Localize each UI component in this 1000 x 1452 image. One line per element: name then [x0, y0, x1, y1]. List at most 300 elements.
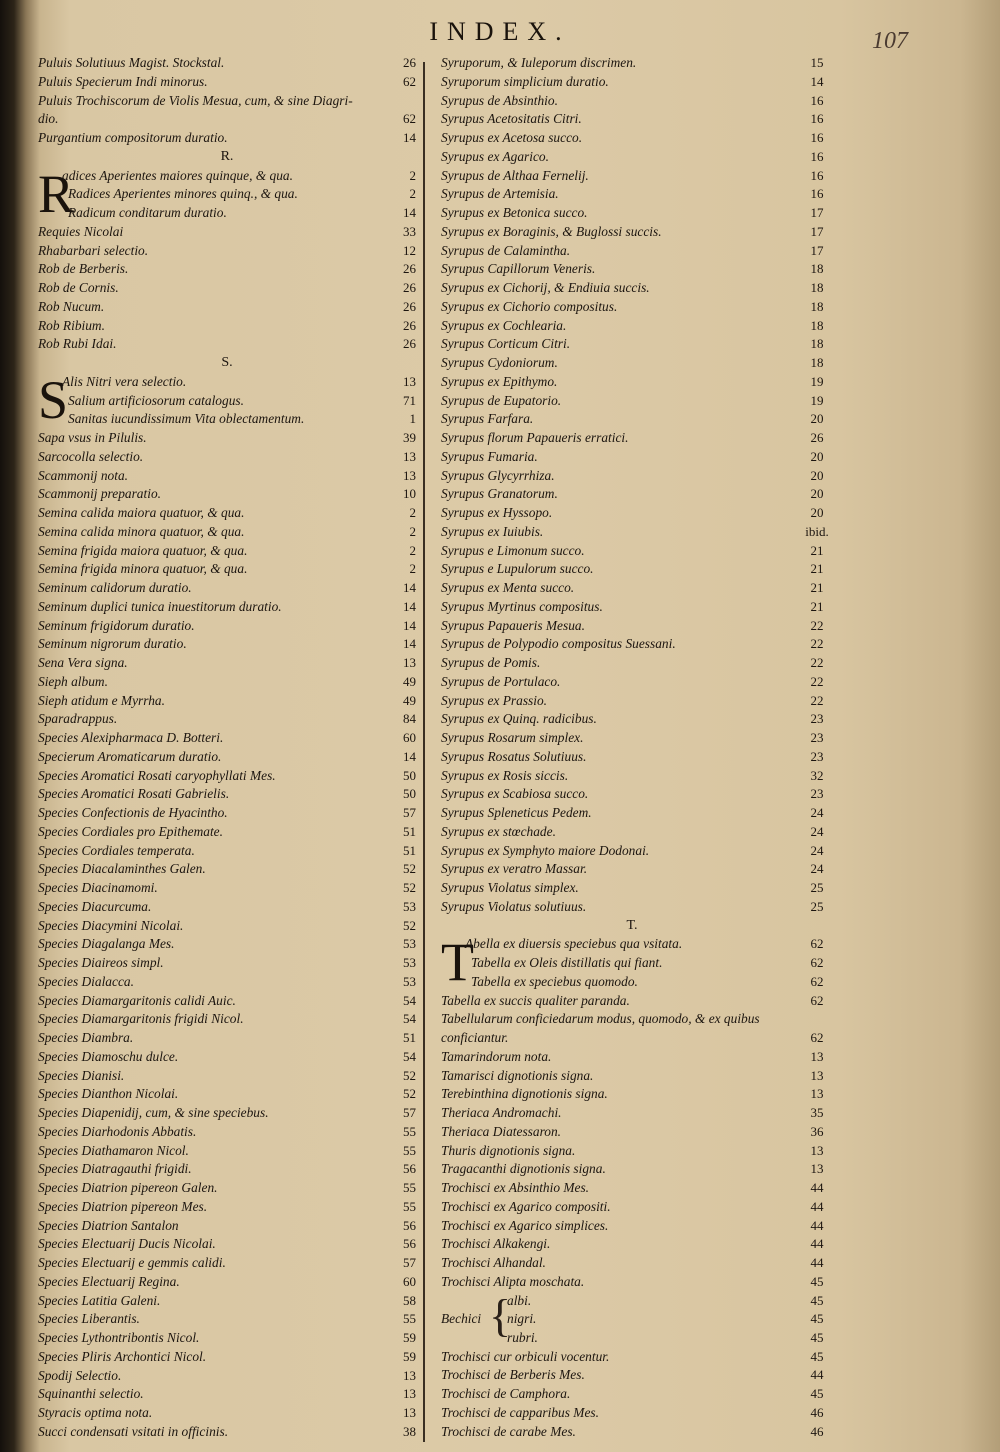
entry-text: Squinanthi selectio. [38, 1386, 144, 1402]
entry-text: Salium artificiosorum catalogus. [68, 392, 244, 408]
entry-page: 55 [403, 1311, 416, 1327]
index-entry [38, 1160, 416, 1179]
letter-heading [38, 148, 416, 167]
entry-text: Syrupus ex Cochlearia. [441, 317, 567, 333]
index-entry [441, 373, 823, 392]
entry-page: 10 [403, 486, 416, 502]
index-entry [38, 504, 416, 523]
entry-text: Trochisci ex Agarico simplices. [441, 1217, 609, 1233]
entry-text: Species Diambra. [38, 1030, 134, 1045]
entry-page: 22 [810, 655, 824, 670]
entry-text: Terebinthina dignotionis signa. [441, 1086, 608, 1102]
entry-page: 53 [403, 898, 416, 914]
entry-page: 23 [810, 786, 824, 802]
entry-page: 45 [810, 1330, 824, 1345]
entry-page: 26 [403, 280, 416, 295]
entry-page: 13 [403, 373, 416, 389]
entry-text: Syrupus ex Hyssopo. [441, 505, 553, 520]
letter-heading [38, 354, 416, 373]
entry-page: 23 [810, 730, 824, 745]
entry-text: Species Aromatici Rosati Gabrielis. [38, 786, 230, 802]
letter-heading [441, 917, 823, 936]
index-entry [441, 92, 823, 111]
entry-text: Radicum conditarum duratio. [68, 205, 227, 220]
index-entry [441, 935, 823, 954]
entry-page: 35 [810, 1105, 824, 1120]
entry-text: Trochisci Alkakengi. [441, 1236, 551, 1252]
entry-page: 23 [810, 748, 824, 764]
index-entry [441, 410, 823, 429]
entry-text: Syrupus Myrtinus compositus. [441, 598, 603, 614]
entry-text: Purgantium compositorum duratio. [38, 130, 228, 145]
entry-text: Species Diagalanga Mes. [38, 936, 175, 952]
entry-page: 17 [810, 242, 824, 258]
index-entry [38, 223, 416, 242]
index-entry [38, 1404, 416, 1423]
dropcap-block [441, 932, 824, 993]
index-entry [38, 842, 416, 861]
entry-page: 56 [403, 1161, 416, 1177]
entry-page: 13 [403, 1386, 416, 1402]
entry-page: 62 [810, 992, 824, 1008]
entry-page: 50 [403, 786, 416, 802]
index-entry [38, 635, 416, 654]
entry-text: Trochisci Alipta moschata. [441, 1273, 585, 1289]
entry-text: Species Cordiales pro Epithemate. [38, 823, 223, 839]
index-entry [38, 1273, 416, 1292]
entry-page: 44 [810, 1180, 824, 1195]
entry-text: Scammonij nota. [38, 467, 129, 483]
index-entry [441, 692, 823, 711]
index-entry [38, 1085, 416, 1104]
entry-page: 16 [810, 186, 824, 202]
index-entry [38, 260, 416, 279]
entry-text: Succi condensati vsitati in officinis. [38, 1423, 229, 1439]
entry-text: Syrupus florum Papaueris erratici. [441, 430, 629, 445]
index-entry [38, 860, 416, 879]
entry-page: 26 [403, 261, 416, 277]
entry-text: Syrupus ex Scabiosa succo. [441, 786, 589, 802]
entry-text: Sieph album. [38, 673, 108, 689]
entry-page: 59 [403, 1348, 416, 1364]
entry-page: 14 [403, 617, 416, 633]
entry-text: Species Electuarij Regina. [38, 1273, 180, 1289]
entry-text: Species Diatrion pipereon Galen. [38, 1180, 218, 1195]
index-entry [441, 279, 823, 298]
index-entry [38, 185, 416, 204]
index-entry [38, 542, 416, 561]
entry-text: Scammonij preparatio. [38, 486, 161, 502]
entry-text: Trochisci de Camphora. [441, 1386, 571, 1401]
entry-text: Syrupus ex Boraginis, & Buglossi succis. [441, 223, 662, 239]
entry-page: 45 [810, 1386, 824, 1401]
entry-page: 13 [403, 1367, 416, 1383]
entry-page: 57 [403, 805, 416, 820]
index-entry [38, 785, 416, 804]
entry-text: dio. [38, 111, 59, 127]
index-entry [441, 185, 823, 204]
entry-text: Syrupus ex Cichorij, & Endiuia succis. [441, 280, 650, 295]
entry-text: Species Alexipharmaca D. Botteri. [38, 730, 224, 745]
index-entry [441, 298, 823, 317]
entry-page: 53 [403, 973, 416, 989]
entry-text: Syrupus ex veratro Massar. [441, 861, 588, 877]
entry-text: Theriaca Diatessaron. [441, 1123, 562, 1139]
index-entry [441, 654, 823, 673]
index-entry [441, 317, 823, 336]
index-entry [441, 148, 823, 167]
entry-page: 24 [810, 805, 824, 820]
index-entry [38, 110, 416, 129]
entry-text: Sapa vsus in Pilulis. [38, 430, 147, 445]
entry-text: Seminum duplici tunica inuestitorum duratio. [38, 598, 282, 614]
entry-page: 16 [810, 130, 824, 145]
index-entry [441, 260, 823, 279]
entry-page: 57 [403, 1105, 416, 1120]
entry-page: 84 [403, 711, 416, 727]
index-entry [38, 579, 416, 598]
entry-text: Syrupus ex Cichorio compositus. [441, 298, 618, 314]
entry-page: 44 [810, 1217, 824, 1233]
index-entry [38, 898, 416, 917]
entry-page: 22 [810, 673, 824, 689]
index-entry [441, 560, 823, 579]
index-entry [38, 1348, 416, 1367]
index-entry [38, 92, 416, 111]
index-entry [38, 335, 416, 354]
entry-page: 22 [810, 636, 824, 652]
index-entry [441, 223, 823, 242]
index-entry [441, 1160, 823, 1179]
entry-text: Sena Vera signa. [38, 655, 128, 670]
index-entry [441, 1085, 823, 1104]
entry-page: 25 [810, 898, 824, 914]
index-entry [441, 1423, 823, 1442]
index-entry [441, 448, 823, 467]
entry-text: Species Cordiales temperata. [38, 842, 195, 858]
entry-text: Syrupus de Polypodio compositus Suessani. [441, 636, 676, 652]
entry-text: Species Dianisi. [38, 1067, 125, 1083]
index-entry [38, 767, 416, 786]
entry-page: 49 [403, 673, 416, 689]
entry-page: 52 [403, 1067, 416, 1083]
entry-page: 14 [810, 73, 824, 89]
entry-text: Syrupus e Lupulorum succo. [441, 561, 594, 577]
index-entry [441, 542, 823, 561]
entry-page: 52 [403, 1086, 416, 1102]
entry-page: 62 [810, 973, 824, 989]
entry-page: 15 [810, 55, 824, 70]
entry-page: 25 [810, 880, 824, 895]
index-entry [441, 729, 823, 748]
entry-text: Syrupus ex Quinq. radicibus. [441, 711, 597, 727]
entry-text: Syrupus ex Agarico. [441, 148, 549, 164]
entry-text: Species Confectionis de Hyacintho. [38, 805, 228, 820]
index-entry [441, 1179, 823, 1198]
index-entry [38, 973, 416, 992]
entry-page: 55 [403, 1142, 416, 1158]
entry-page: 60 [403, 1273, 416, 1289]
entry-text: Species Diacurcuma. [38, 898, 152, 914]
entry-text: Syrupus Glycyrrhiza. [441, 467, 555, 483]
entry-page: 26 [403, 317, 416, 333]
entry-page: 22 [810, 617, 824, 633]
entry-page: 1 [409, 411, 416, 427]
entry-page: 13 [810, 1067, 824, 1083]
entry-text: Syrupus ex Betonica succo. [441, 205, 588, 220]
index-entry [441, 354, 823, 373]
entry-text: Semina calida maiora quatuor, & qua. [38, 505, 245, 520]
index-entry [441, 429, 823, 448]
entry-page: 56 [403, 1217, 416, 1233]
entry-page: 53 [403, 955, 416, 970]
entry-text: Syrupus ex Iuiubis. [441, 523, 544, 539]
dropcap-block [38, 163, 416, 224]
index-entry [441, 335, 823, 354]
letter-heading-text: T. [626, 917, 638, 933]
index-entry [38, 429, 416, 448]
entry-text: Species Latitia Galeni. [38, 1292, 161, 1308]
letter-heading-text: R. [220, 148, 234, 164]
entry-page: 62 [403, 111, 416, 127]
entry-text: Puluis Specierum Indi minorus. [38, 73, 208, 89]
entry-page: 24 [810, 861, 824, 877]
entry-text: Rob Nucum. [38, 298, 105, 314]
index-entry [38, 992, 416, 1011]
index-entry [38, 1310, 416, 1329]
index-entry [38, 1254, 416, 1273]
index-entry [38, 598, 416, 617]
entry-page: 56 [403, 1236, 416, 1252]
entry-page: 54 [403, 992, 416, 1008]
index-entry [441, 992, 823, 1011]
index-entry [38, 654, 416, 673]
index-entry [38, 917, 416, 936]
entry-page: 20 [810, 467, 824, 483]
entry-text: Syrupus ex Symphyto maiore Dodonai. [441, 842, 650, 858]
entry-page: 57 [403, 1255, 416, 1270]
index-entry [38, 54, 416, 73]
index-entry [38, 1179, 416, 1198]
entry-text: Trochisci Alhandal. [441, 1255, 546, 1270]
entry-page: 24 [810, 823, 824, 839]
entry-page: 55 [403, 1123, 416, 1139]
entry-page: 18 [810, 336, 824, 352]
entry-text: Syrupus de Althaa Fernelij. [441, 167, 589, 183]
left-column [38, 54, 416, 1442]
index-entry [38, 617, 416, 636]
entry-page: 19 [810, 392, 824, 408]
entry-page: 18 [810, 280, 824, 295]
entry-page: 51 [403, 1030, 416, 1045]
entry-text: Requies Nicolai [38, 223, 124, 239]
index-entry [38, 485, 416, 504]
entry-text: Thuris dignotionis signa. [441, 1142, 576, 1158]
entry-page: 46 [810, 1404, 824, 1420]
entry-page: 21 [810, 598, 824, 614]
entry-text: Specierum Aromaticarum duratio. [38, 748, 222, 764]
entry-text: Tabella ex speciebus quomodo. [471, 973, 638, 989]
entry-page: ibid. [805, 523, 829, 539]
entry-page: 14 [403, 205, 416, 220]
index-entry [38, 879, 416, 898]
index-entry [38, 167, 416, 186]
entry-page: 53 [403, 936, 416, 952]
index-entry [441, 973, 823, 992]
index-entry [38, 1142, 416, 1161]
entry-page: 51 [403, 823, 416, 839]
entry-text: Species Diamargaritonis calidi Auic. [38, 992, 236, 1008]
index-entry [38, 204, 416, 223]
entry-page: 13 [403, 655, 416, 670]
entry-text: Species Aromatici Rosati caryophyllati Mes. [38, 767, 276, 783]
index-entry [441, 617, 823, 636]
entry-text: Trochisci cur orbiculi vocentur. [441, 1348, 610, 1364]
index-entry [38, 954, 416, 973]
index-entry [441, 167, 823, 186]
entry-text: Trochisci de capparibus Mes. [441, 1404, 599, 1420]
entry-page: 17 [810, 223, 824, 239]
index-entry [441, 579, 823, 598]
entry-text: Tabellularum conficiedarum modus, quomodo, & ex quibus [441, 1011, 760, 1027]
index-entry [38, 467, 416, 486]
entry-text: Syrupus Granatorum. [441, 486, 558, 502]
entry-text: Species Diamoschu dulce. [38, 1048, 179, 1064]
index-entry [441, 54, 823, 73]
index-entry [38, 1029, 416, 1048]
index-entry [441, 1029, 823, 1048]
index-entry [441, 1048, 823, 1067]
entry-text: Seminum frigidorum duratio. [38, 617, 195, 633]
index-entry [441, 129, 823, 148]
entry-text: Syrupus Spleneticus Pedem. [441, 805, 592, 820]
entry-page: 49 [403, 692, 416, 708]
entry-text: Syrupus ex Rosis siccis. [441, 767, 569, 783]
entry-page: 24 [810, 842, 824, 858]
index-entry [38, 1235, 416, 1254]
column-divider [423, 62, 425, 1442]
entry-page: 2 [409, 561, 416, 577]
index-entry [38, 242, 416, 261]
entry-page: 18 [810, 355, 824, 370]
entry-text: Syrupus de Pomis. [441, 655, 541, 670]
entry-text: Species Diatrion pipereon Mes. [38, 1198, 208, 1214]
entry-page: 44 [810, 1198, 824, 1214]
entry-text: Tragacanthi dignotionis signa. [441, 1161, 606, 1177]
index-entry [441, 598, 823, 617]
entry-text: Species Liberantis. [38, 1311, 140, 1327]
index-entry [441, 954, 823, 973]
bechici-variant: nigri. [507, 1311, 537, 1327]
index-entry [441, 879, 823, 898]
index-entry [38, 298, 416, 317]
entry-page: 12 [403, 242, 416, 258]
entry-page: 44 [810, 1367, 824, 1383]
index-entry [38, 729, 416, 748]
bechici-variant: albi. [507, 1292, 532, 1308]
entry-text: Syrupus Violatus solutiuus. [441, 898, 587, 914]
entry-text: Syrupus ex Acetosa succo. [441, 130, 583, 145]
entry-page: 62 [810, 955, 824, 970]
folio-number: 107 [872, 28, 908, 54]
entry-text: Syrupus Violatus simplex. [441, 880, 579, 895]
index-entry [38, 523, 416, 542]
entry-text: Trochisci ex Agarico compositi. [441, 1198, 611, 1214]
entry-text: Rob Ribium. [38, 317, 105, 333]
right-column [441, 54, 829, 1441]
entry-text: Trochisci de Berberis Mes. [441, 1367, 585, 1383]
brace-symbol: { [489, 1289, 512, 1341]
entry-text: Species Diatrion Santalon [38, 1217, 179, 1233]
entry-page: 18 [810, 298, 824, 314]
entry-page: 19 [810, 373, 824, 389]
entry-text: Rob de Cornis. [38, 280, 119, 295]
entry-text: conficiantur. [441, 1030, 509, 1045]
entry-text: Tabella ex Oleis distillatis qui fiant. [471, 955, 663, 970]
index-entry [441, 842, 823, 861]
entry-page: 62 [403, 73, 416, 89]
entry-text: Species Pliris Archontici Nicol. [38, 1348, 207, 1364]
index-entry [38, 279, 416, 298]
index-entry [38, 1423, 416, 1442]
entry-page: 45 [810, 1311, 824, 1327]
entry-page: 52 [403, 917, 416, 933]
index-entry [441, 1104, 823, 1123]
entry-text: Sanitas iucundissimum Vita oblectamentum. [68, 411, 305, 427]
entry-text: Sparadrappus. [38, 711, 118, 727]
entry-page: 55 [403, 1180, 416, 1195]
entry-text: Species Dialacca. [38, 973, 134, 989]
entry-text: Abella ex diuersis speciebus qua vsitata. [465, 936, 683, 952]
entry-page: 14 [403, 636, 416, 652]
entry-text: Theriaca Andromachi. [441, 1105, 562, 1120]
entry-text: Syrupus Rosatus Solutiuus. [441, 748, 587, 764]
entry-page: 2 [409, 523, 416, 539]
entry-page: 16 [810, 92, 824, 108]
entry-text: Syrupus de Portulaco. [441, 673, 561, 689]
entry-text: Puluis Trochiscorum de Violis Mesua, cum, & sine Diagri- [38, 92, 353, 108]
entry-text: Species Electuarij e gemmis calidi. [38, 1255, 226, 1270]
index-entry [441, 1404, 823, 1423]
index-entry [441, 1217, 823, 1236]
entry-text: Tamarisci dignotionis signa. [441, 1067, 594, 1083]
entry-page: 16 [810, 148, 824, 164]
entry-page: 52 [403, 861, 416, 877]
index-entry [441, 1123, 823, 1142]
index-entry [38, 1367, 416, 1386]
index-entry [441, 485, 823, 504]
entry-text: Tabella ex succis qualiter paranda. [441, 992, 630, 1008]
entry-text: Syrupus e Limonum succo. [441, 542, 585, 558]
index-entry [441, 767, 823, 786]
index-entry [38, 410, 416, 429]
entry-text: Seminum calidorum duratio. [38, 580, 192, 595]
index-entry [441, 804, 823, 823]
index-entry [441, 635, 823, 654]
entry-page: 60 [403, 730, 416, 745]
entry-page: 45 [810, 1292, 824, 1308]
entry-page: 51 [403, 842, 416, 858]
index-entry [38, 1048, 416, 1067]
index-entry [38, 748, 416, 767]
entry-page: 2 [409, 505, 416, 520]
entry-text: Species Diathamaron Nicol. [38, 1142, 189, 1158]
entry-text: Species Electuarij Ducis Nicolai. [38, 1236, 216, 1252]
index-entry [38, 1217, 416, 1236]
entry-text: adices Aperientes maiores quinque, & qua. [62, 167, 293, 183]
entry-page: 2 [409, 186, 416, 202]
entry-text: Puluis Solutiuus Magist. Stockstal. [38, 55, 225, 70]
